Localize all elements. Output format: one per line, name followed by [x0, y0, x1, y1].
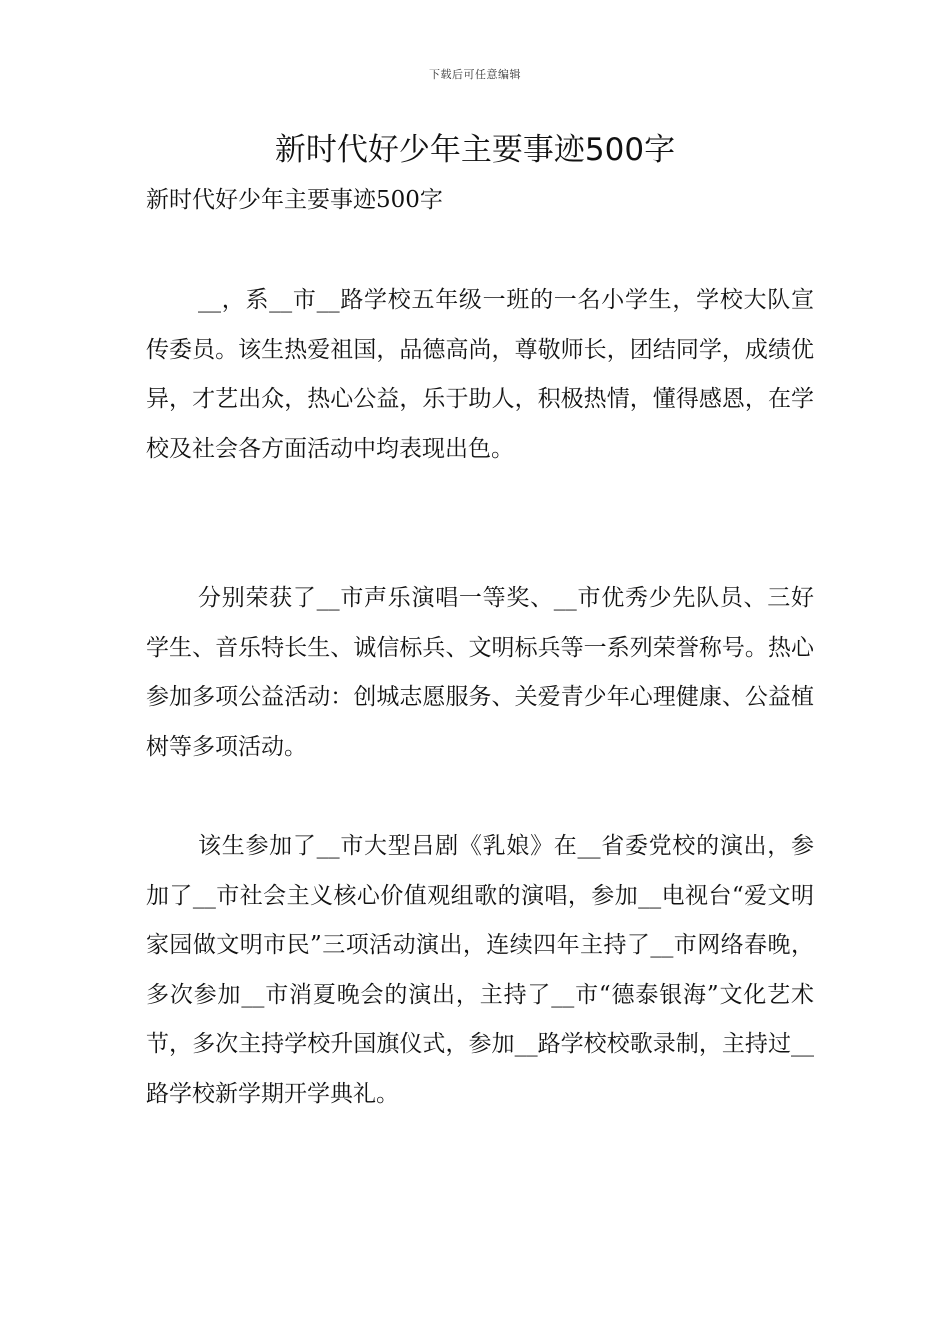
header-note: 下载后可任意编辑: [429, 68, 521, 81]
document-subtitle: 新时代好少年主要事迹500字: [146, 187, 443, 213]
document-title: 新时代好少年主要事迹500字: [274, 132, 676, 168]
body-paragraph-1: __，系__市__路学校五年级一班的一名小学生，学校大队宣传委员。该生热爱祖国，品德高尚，尊敬师长，团结同学，成绩优异，才艺出众，热心公益，乐于助人，积极热情，懂得感恩，在学校及社会各方面活动中均表现出色。: [146, 287, 814, 462]
body-paragraph-3: 该生参加了__市大型吕剧《乳娘》在__省委党校的演出，参加了__市社会主义核心价值观组歌的演唱，参加__电视台“爱文明家园做文明市民”三项活动演出，连续四年主持了__市网络春晚，多次参加__市消夏晚会的演出，主持了__市“德泰银海”文化艺术节，多次主持学校升国旗仪式，参加__路学校校歌录制，主持过__路学校新学期开学典礼。: [146, 833, 814, 1107]
body-paragraph-2: 分别荣获了__市声乐演唱一等奖、__市优秀少先队员、三好学生、音乐特长生、诚信标兵、文明标兵等一系列荣誉称号。热心参加多项公益活动：创城志愿服务、关爱青少年心理健康、公益植树等多项活动。: [146, 585, 814, 760]
